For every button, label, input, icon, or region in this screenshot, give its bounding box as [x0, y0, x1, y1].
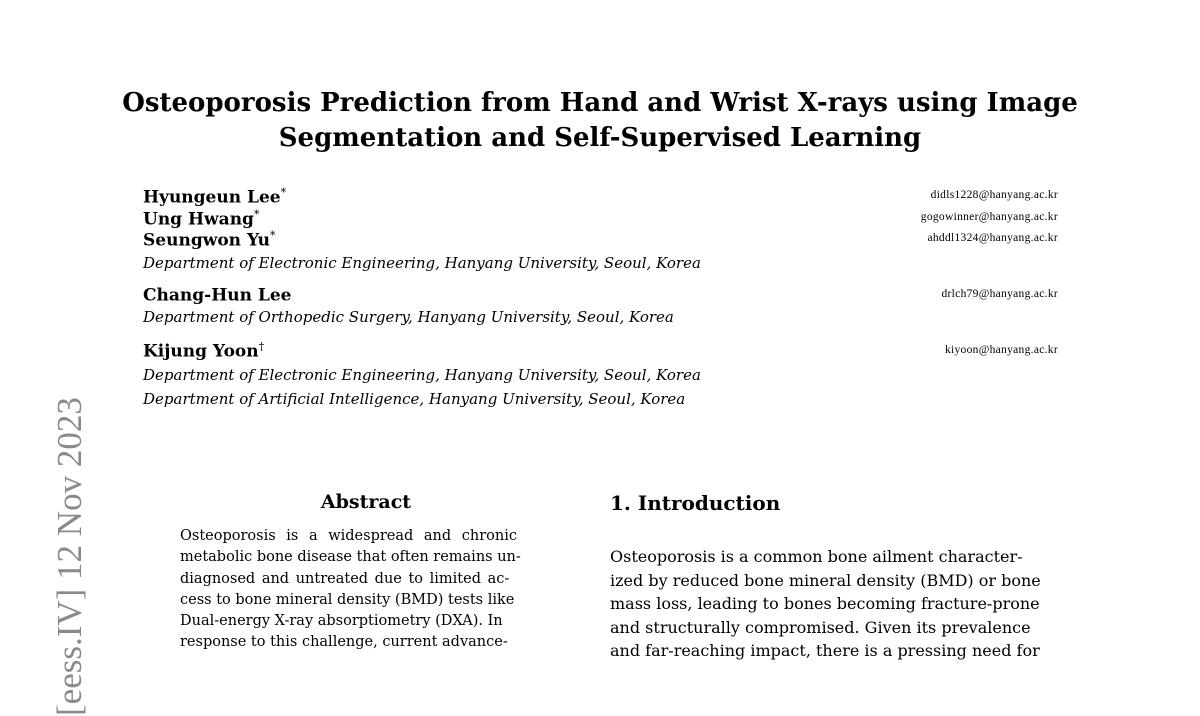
abstract-line: diagnosed and untreated due to limited ac-	[180, 570, 510, 587]
abstract-line: metabolic bone disease that often remains un-	[180, 549, 521, 566]
author-email[interactable]: gogowinner@hanyang.ac.kr	[920, 211, 1058, 223]
intro-line: and far-reaching impact, there is a pressing need for	[610, 641, 1040, 660]
author-email[interactable]: drlch79@hanyang.ac.kr	[941, 288, 1058, 300]
affiliation: Department of Electronic Engineering, Hanyang University, Seoul, Korea	[143, 254, 701, 272]
abstract-heading: Abstract	[320, 491, 412, 513]
author-name: Kijung Yoon†	[143, 340, 265, 362]
intro-line: mass loss, leading to bones becoming fracture-prone	[610, 594, 1040, 613]
arxiv-sidebar	[20, 260, 89, 716]
author-email[interactable]: didls1228@hanyang.ac.kr	[930, 189, 1058, 201]
abstract-line: response to this challenge, current advance-	[180, 634, 508, 651]
affiliation: Department of Artificial Intelligence, Hanyang University, Seoul, Korea	[143, 390, 686, 408]
arxiv-stamp: [eess.IV] 12 Nov 2023	[50, 397, 89, 716]
abstract-line: Osteoporosis is a widespread and chronic	[180, 528, 517, 544]
abstract-body	[180, 526, 552, 654]
author-name: Hyungeun Lee*	[143, 186, 287, 208]
intro-line: Osteoporosis is a common bone ailment character-	[610, 547, 1023, 566]
abstract-line: Dual-energy X-ray absorptiometry (DXA). In	[180, 613, 503, 630]
author-name: Chang-Hun Lee	[143, 285, 292, 306]
affiliation: Department of Electronic Engineering, Hanyang University, Seoul, Korea	[143, 366, 701, 384]
author-email[interactable]: ahddl1324@hanyang.ac.kr	[927, 232, 1058, 244]
title-line-2: Segmentation and Self-Supervised Learning	[278, 123, 922, 153]
author-name: Ung Hwang*	[143, 208, 260, 230]
introduction-body	[610, 545, 1059, 663]
intro-line: ized by reduced bone mineral density (BMD) or bone	[610, 570, 1041, 590]
title-line-1: Osteoporosis Prediction from Hand and Wrist X-rays using Image	[122, 88, 1078, 118]
author-email[interactable]: kiyoon@hanyang.ac.kr	[944, 344, 1058, 356]
intro-line: and structurally compromised. Given its prevalence	[610, 617, 1031, 637]
author-name: Seungwon Yu*	[143, 229, 276, 251]
paper-title	[100, 86, 1100, 156]
introduction-heading: 1. Introduction	[610, 491, 781, 515]
affiliation: Department of Orthopedic Surgery, Hanyang University, Seoul, Korea	[143, 308, 674, 326]
abstract-line: cess to bone mineral density (BMD) tests like	[180, 591, 515, 608]
